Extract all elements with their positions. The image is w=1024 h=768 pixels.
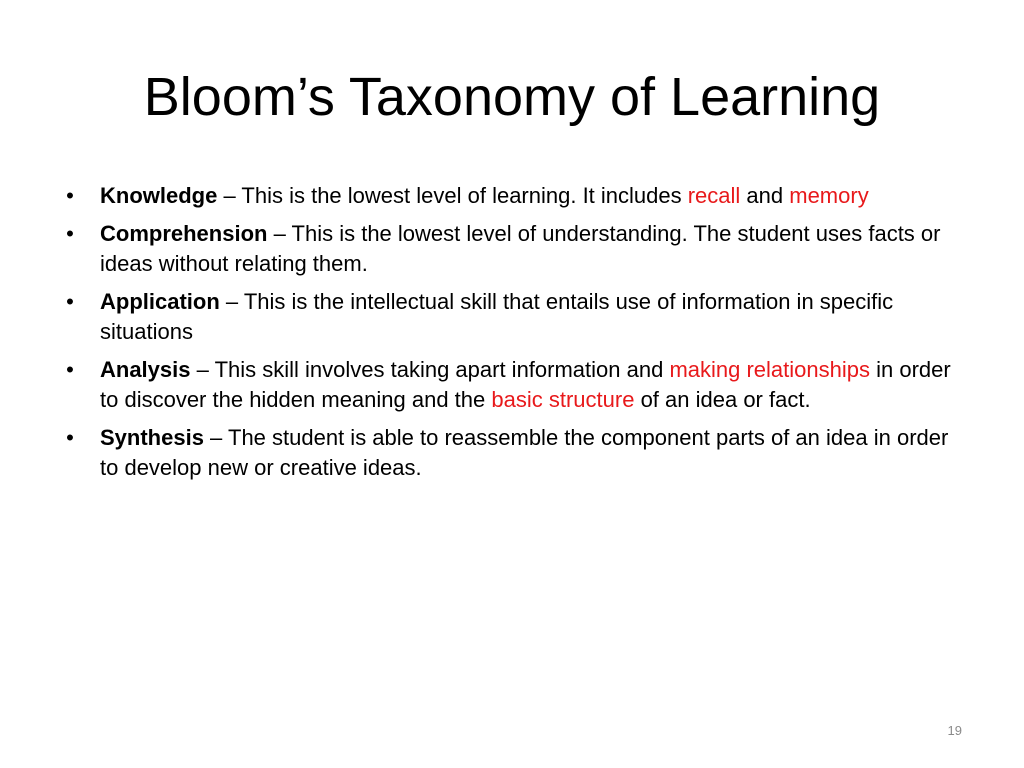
bullet-list [60,181,960,491]
bullet-item-knowledge [60,181,960,212]
bullet-item-comprehension [60,219,960,280]
highlight-basic-structure: basic structure [491,387,635,412]
description-text: – This is the intellectual skill that entails use of information in specific situations [100,288,894,344]
bullet-item-analysis [60,355,960,416]
description-text: – The student is able to reassemble the component parts of an idea in order to develop new or creative ideas. [100,424,949,480]
bullet-item-synthesis [60,423,960,484]
description-text: and [740,183,790,208]
term-analysis: Analysis [100,356,191,382]
bullet-icon: • [66,424,74,450]
page-number: 19 [947,723,962,738]
term-comprehension: Comprehension [100,220,268,246]
term-application: Application [100,288,220,314]
highlight-making-relationships: making relationships [669,356,870,382]
description-text: – This is the lowest level of learning. It includes [217,183,688,208]
bullet-item-application [60,287,960,348]
highlight-recall: recall [687,183,741,208]
description-text: – This skill involves taking apart information and [190,356,670,382]
bullet-icon: • [66,183,74,208]
bullet-icon: • [66,220,74,246]
bullet-icon: • [66,288,74,314]
description-text: in order to discover the hidden meaning and the [100,356,951,412]
term-synthesis: Synthesis [100,424,204,450]
bullet-icon: • [66,356,74,382]
description-text: – This is the lowest level of understanding. The student uses facts or ideas without relating them. [100,220,941,276]
slide-title: Bloom’s Taxonomy of Learning [143,67,881,127]
term-knowledge: Knowledge [100,183,218,208]
description-text: of an idea or fact. [634,387,811,412]
highlight-memory: memory [789,183,869,208]
